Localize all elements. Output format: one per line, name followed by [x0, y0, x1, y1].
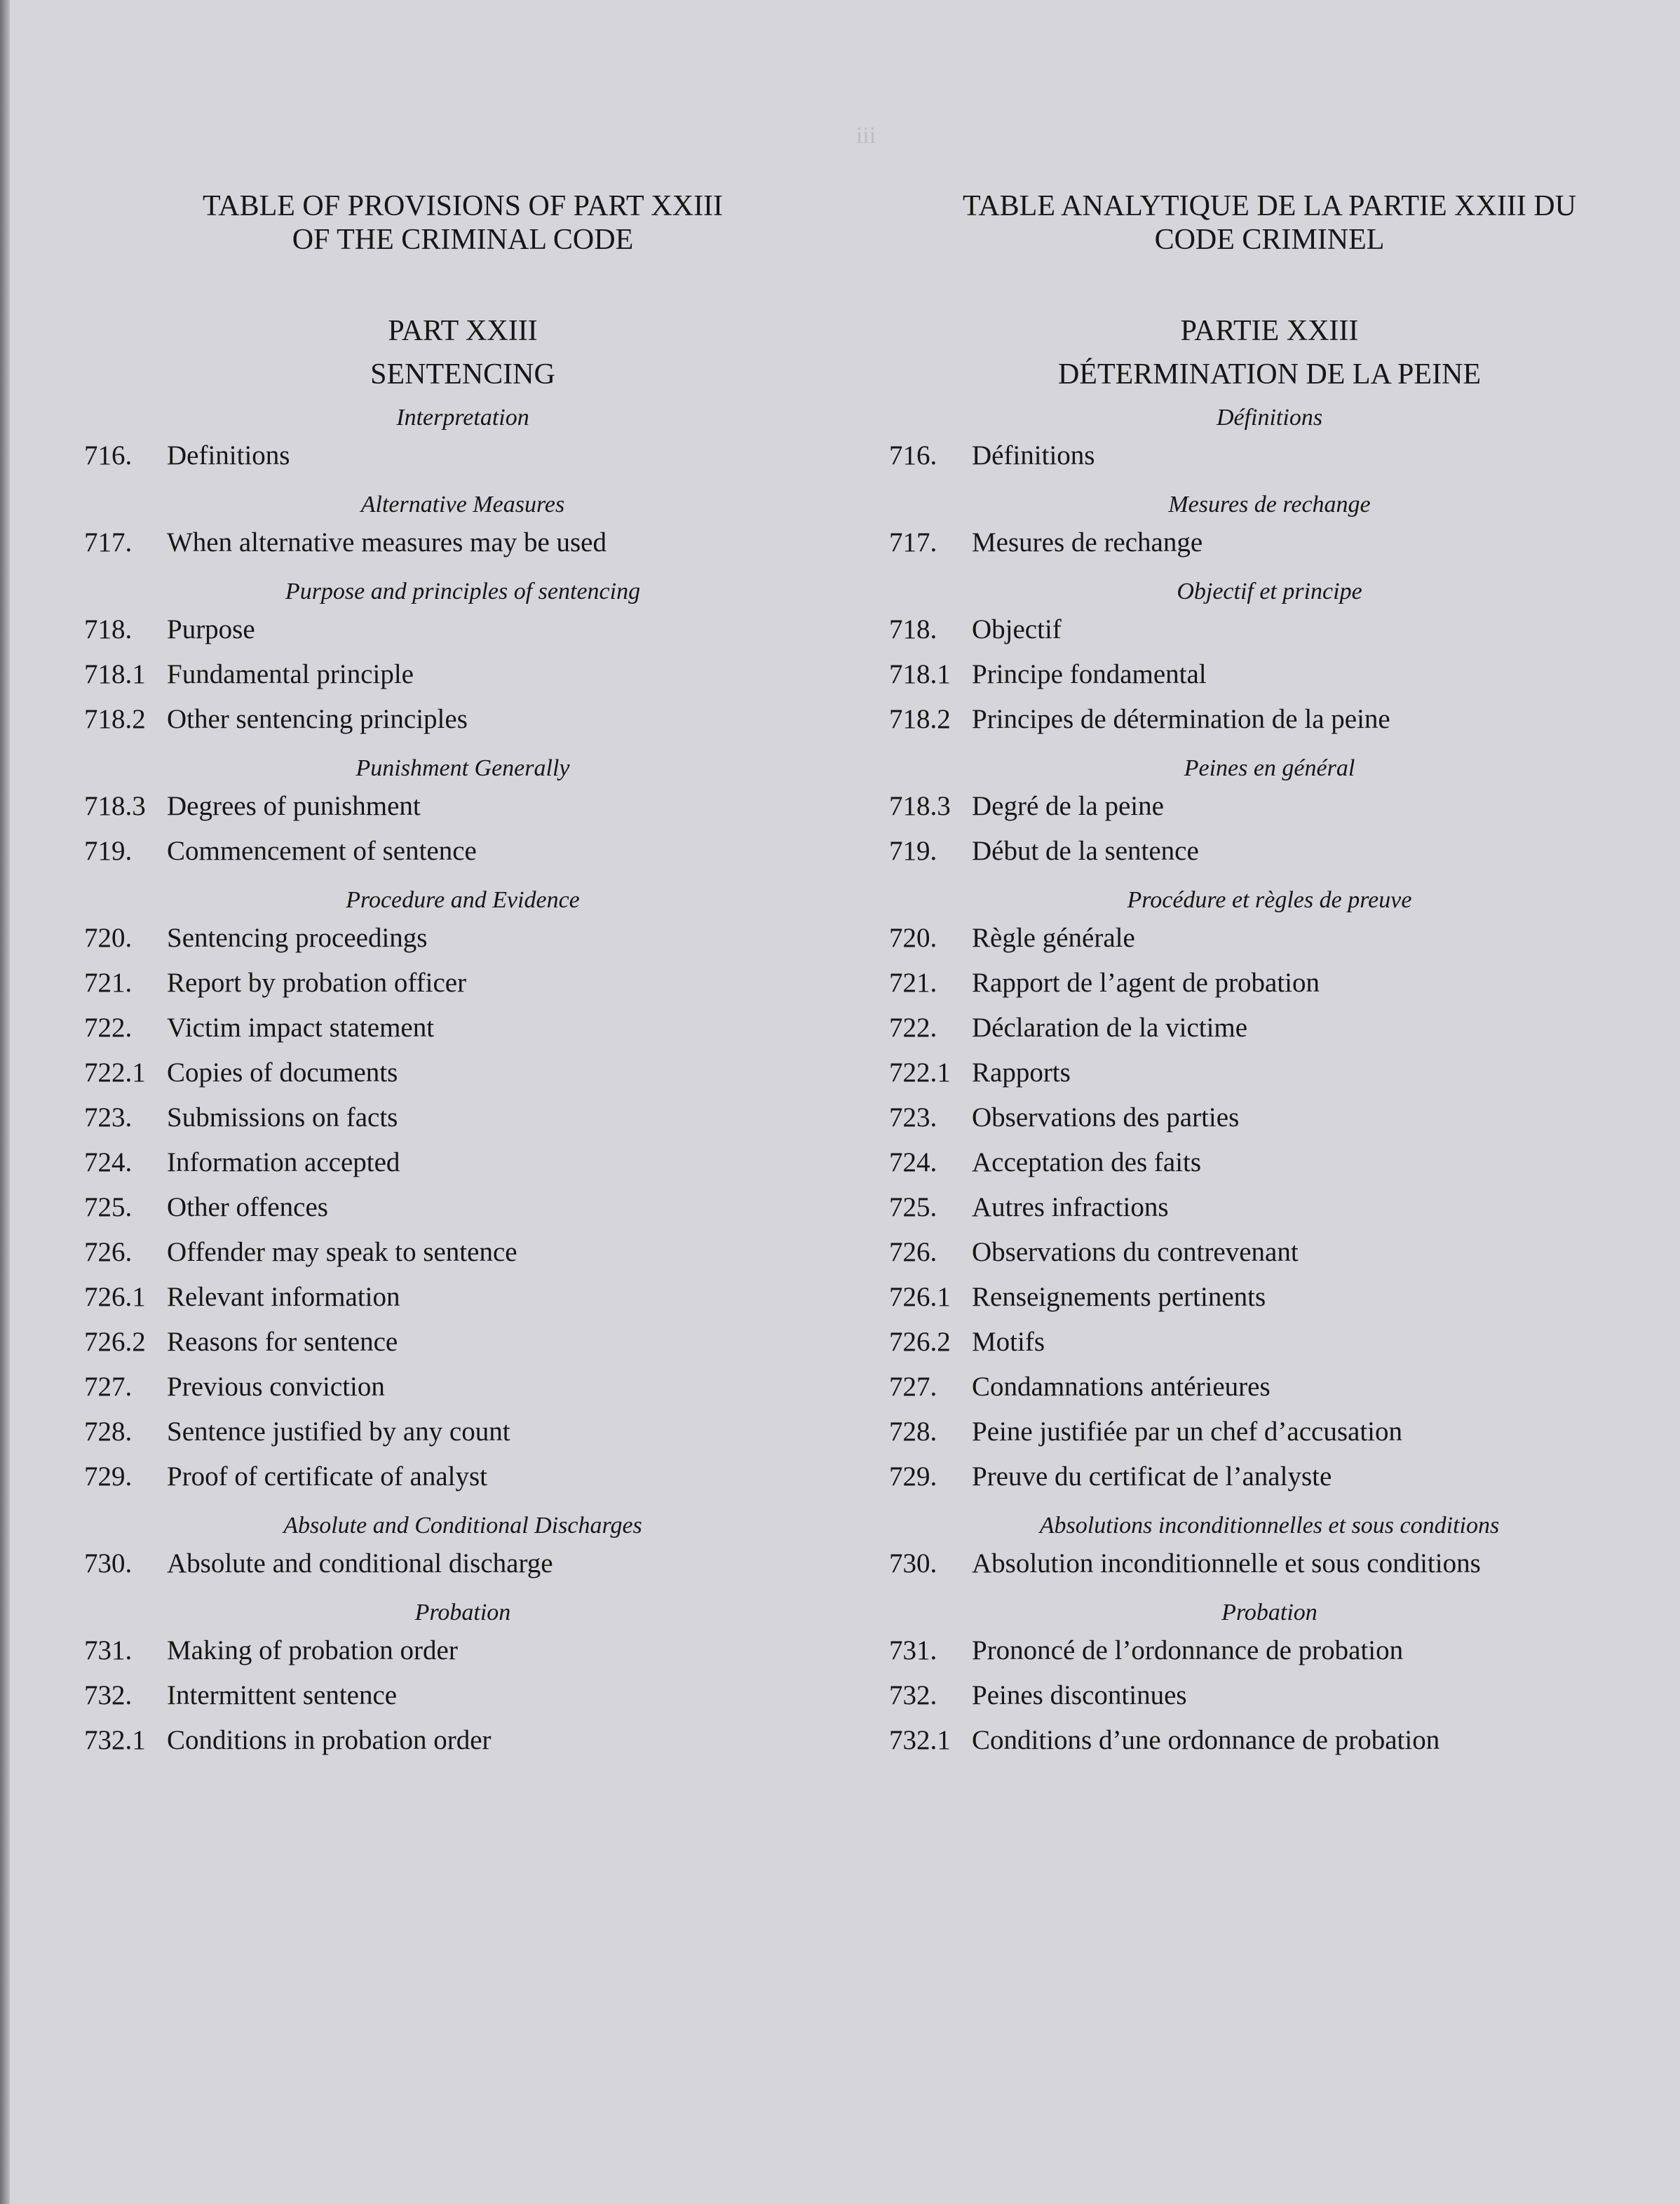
section-heading: Procédure et règles de preuve — [1127, 887, 1412, 913]
provision-title: Relevant information — [167, 1282, 400, 1312]
provision-number: 718.3 — [84, 791, 146, 821]
provision-entry — [889, 1140, 1650, 1185]
provision-entry — [84, 1230, 841, 1275]
provision-title: Commencement of sentence — [167, 836, 477, 866]
provision-entry — [84, 1454, 841, 1499]
provision-entry — [84, 433, 841, 478]
section-heading: Probation — [1221, 1600, 1317, 1625]
provision-number: 719. — [889, 836, 937, 866]
provision-title: Making of probation order — [167, 1635, 458, 1665]
provision-title: Preuve du certificat de l’analyste — [972, 1461, 1332, 1492]
provision-number: 732. — [889, 1680, 937, 1710]
provision-title: Observations du contrevenant — [972, 1237, 1299, 1267]
provision-entry — [84, 520, 841, 565]
provision-entry — [889, 1095, 1650, 1140]
provision-number: 725. — [889, 1192, 937, 1222]
page-number: iii — [855, 123, 876, 149]
provision-entry — [84, 1095, 841, 1140]
provision-entry — [889, 829, 1650, 874]
provision-number: 728. — [889, 1417, 937, 1447]
provision-title: Motifs — [972, 1327, 1045, 1357]
provision-number: 716. — [889, 440, 937, 471]
provision-number: 718.3 — [889, 791, 951, 821]
table-title-en-line-1: TABLE OF PROVISIONS OF PART XXIII — [202, 190, 724, 222]
provision-title: Principes de détermination de la peine — [972, 704, 1390, 734]
provision-title: Conditions d’une ordonnance de probation — [972, 1725, 1440, 1755]
section-heading: Alternative Measures — [360, 492, 565, 518]
provision-entry — [889, 1541, 1650, 1586]
provision-title: Condamnations antérieures — [972, 1372, 1271, 1402]
provision-title: Début de la sentence — [972, 836, 1199, 866]
provision-entry — [889, 652, 1650, 697]
provision-entry — [889, 1454, 1650, 1499]
provision-title: Copies of documents — [167, 1057, 398, 1088]
provision-number: 732.1 — [889, 1725, 951, 1755]
provision-entry — [84, 1320, 841, 1365]
section-heading: Définitions — [1216, 405, 1323, 431]
provision-title: Prononcé de l’ordonnance de probation — [972, 1635, 1404, 1665]
table-title-fr-line-2: CODE CRIMINEL — [1154, 224, 1385, 256]
provision-entry — [84, 1185, 841, 1230]
provision-entry — [889, 1050, 1650, 1095]
provision-title: Définitions — [972, 440, 1095, 471]
english-column — [84, 189, 841, 1763]
provision-entry — [84, 1365, 841, 1409]
provision-number: 722. — [889, 1013, 937, 1043]
provision-title: Purpose — [167, 614, 255, 644]
provision-number: 724. — [84, 1147, 133, 1177]
provision-title: Submissions on facts — [167, 1102, 398, 1133]
provision-title: Sentencing proceedings — [167, 923, 428, 953]
provision-entry — [84, 1140, 841, 1185]
provision-number: 718.1 — [889, 659, 951, 689]
provision-number: 720. — [889, 923, 937, 953]
provision-entry — [889, 607, 1650, 652]
provision-number: 726.1 — [889, 1282, 951, 1312]
table-title-fr — [889, 189, 1650, 257]
provision-title: Conditions in probation order — [167, 1725, 492, 1755]
provision-number: 718.1 — [84, 659, 146, 689]
provision-number: 728. — [84, 1417, 133, 1447]
provision-number: 719. — [84, 836, 133, 866]
provision-number: 718.2 — [84, 704, 146, 734]
provision-title: Objectif — [972, 614, 1062, 644]
provision-entry — [84, 1275, 841, 1320]
part-title-fr: PARTIE XXIII — [1180, 315, 1359, 347]
provision-number: 722.1 — [889, 1057, 951, 1088]
provision-entry — [84, 607, 841, 652]
section-heading: Mesures de rechange — [1168, 492, 1371, 518]
section-heading: Probation — [414, 1600, 511, 1625]
provision-number: 722.1 — [84, 1057, 146, 1088]
provision-number: 731. — [84, 1635, 133, 1665]
provision-title: Peine justifiée par un chef d’accusation — [972, 1417, 1403, 1447]
french-column — [889, 189, 1650, 1763]
provision-number: 718. — [889, 614, 937, 644]
provision-title: Observations des parties — [972, 1102, 1240, 1133]
provision-entry — [889, 1718, 1650, 1763]
provision-title: Fundamental principle — [167, 659, 414, 689]
provision-entry — [84, 916, 841, 961]
provision-entry — [889, 1275, 1650, 1320]
section-heading: Purpose and principles of sentencing — [285, 579, 641, 604]
provision-number: 732.1 — [84, 1725, 146, 1755]
provision-entry — [84, 784, 841, 829]
provision-title: Sentence justified by any count — [167, 1417, 510, 1447]
provision-entry — [889, 1185, 1650, 1230]
provision-number: 718.2 — [889, 704, 951, 734]
provision-entry — [84, 829, 841, 874]
provision-title: Other sentencing principles — [167, 704, 468, 734]
provision-entry — [889, 697, 1650, 742]
provision-number: 718. — [84, 614, 133, 644]
provision-number: 721. — [889, 968, 937, 998]
provision-number: 729. — [889, 1461, 937, 1492]
provision-title: Victim impact statement — [167, 1013, 435, 1043]
provision-title: Mesures de rechange — [972, 527, 1203, 557]
section-heading: Procedure and Evidence — [346, 887, 580, 913]
part-title-en: PART XXIII — [388, 315, 538, 347]
table-title-en-line-2: OF THE CRIMINAL CODE — [292, 224, 634, 256]
provision-number: 717. — [889, 527, 937, 557]
sections-en — [84, 404, 841, 1763]
provision-title: Règle générale — [972, 923, 1135, 953]
provision-number: 727. — [84, 1372, 133, 1402]
section-heading: Punishment Generally — [355, 755, 570, 781]
provision-title: Renseignements pertinents — [972, 1282, 1266, 1312]
provision-number: 732. — [84, 1680, 133, 1710]
provision-title: Rapport de l’agent de probation — [972, 968, 1320, 998]
provision-number: 725. — [84, 1192, 133, 1222]
table-title-fr-line-1: TABLE ANALYTIQUE DE LA PARTIE XXIII DU — [963, 190, 1576, 222]
provision-entry — [889, 961, 1650, 1006]
provision-title: Absolute and conditional discharge — [167, 1548, 553, 1578]
section-heading: Interpretation — [396, 405, 529, 431]
provision-number: 726. — [889, 1237, 937, 1267]
provision-number: 726.1 — [84, 1282, 146, 1312]
table-title-en — [84, 189, 841, 257]
provision-entry — [84, 1628, 841, 1673]
provision-title: Information accepted — [167, 1147, 400, 1177]
provision-entry — [84, 1006, 841, 1050]
provision-title: Principe fondamental — [972, 659, 1207, 689]
provision-title: Report by probation officer — [167, 968, 467, 998]
part-subtitle-fr: DÉTERMINATION DE LA PEINE — [1057, 358, 1482, 391]
provision-number: 727. — [889, 1372, 937, 1402]
provision-title: Proof of certificate of analyst — [167, 1461, 487, 1492]
provision-entry — [889, 1409, 1650, 1454]
page-binding-edge — [0, 0, 10, 2204]
provision-number: 730. — [889, 1548, 937, 1578]
provision-title: When alternative measures may be used — [167, 527, 607, 557]
provision-entry — [84, 1050, 841, 1095]
provision-entry — [889, 1673, 1650, 1718]
provision-title: Offender may speak to sentence — [167, 1237, 517, 1267]
provision-number: 716. — [84, 440, 133, 471]
provision-number: 729. — [84, 1461, 133, 1492]
section-heading: Objectif et principe — [1177, 579, 1362, 604]
provision-title: Acceptation des faits — [972, 1147, 1202, 1177]
section-heading: Absolute and Conditional Discharges — [283, 1513, 642, 1539]
provision-entry — [84, 697, 841, 742]
section-heading: Absolutions inconditionnelles et sous conditions — [1039, 1513, 1500, 1539]
provision-title: Déclaration de la victime — [972, 1013, 1248, 1043]
part-subtitle-en: SENTENCING — [370, 358, 555, 391]
provision-entry — [84, 961, 841, 1006]
provision-number: 730. — [84, 1548, 133, 1578]
provision-title: Peines discontinues — [972, 1680, 1187, 1710]
provision-entry — [889, 520, 1650, 565]
provision-title: Definitions — [167, 440, 290, 471]
provision-number: 722. — [84, 1013, 133, 1043]
provision-title: Degrees of punishment — [167, 791, 421, 821]
provision-entry — [84, 1541, 841, 1586]
provision-title: Intermittent sentence — [167, 1680, 398, 1710]
provision-entry — [84, 652, 841, 697]
provision-number: 720. — [84, 923, 133, 953]
provision-number: 721. — [84, 968, 133, 998]
provision-entry — [889, 1365, 1650, 1409]
provision-entry — [889, 1006, 1650, 1050]
provision-entry — [889, 784, 1650, 829]
provision-title: Reasons for sentence — [167, 1327, 398, 1357]
provision-number: 723. — [84, 1102, 133, 1133]
provision-entry — [889, 916, 1650, 961]
provision-entry — [889, 1230, 1650, 1275]
provision-number: 731. — [889, 1635, 937, 1665]
provision-number: 717. — [84, 527, 133, 557]
provision-number: 726. — [84, 1237, 133, 1267]
provision-number: 726.2 — [84, 1327, 146, 1357]
provision-title: Autres infractions — [972, 1192, 1169, 1222]
provision-number: 724. — [889, 1147, 937, 1177]
sections-fr — [889, 404, 1650, 1763]
provision-number: 726.2 — [889, 1327, 951, 1357]
provision-entry — [84, 1673, 841, 1718]
provision-title: Other offences — [167, 1192, 328, 1222]
provision-entry — [889, 1320, 1650, 1365]
provision-entry — [84, 1718, 841, 1763]
provision-entry — [84, 1409, 841, 1454]
provision-title: Absolution inconditionnelle et sous conditions — [972, 1548, 1481, 1578]
provision-entry — [889, 1628, 1650, 1673]
section-heading: Peines en général — [1184, 755, 1355, 781]
provision-title: Degré de la peine — [972, 791, 1164, 821]
provision-title: Previous conviction — [167, 1372, 385, 1402]
provision-entry — [889, 433, 1650, 478]
provision-number: 723. — [889, 1102, 937, 1133]
provision-title: Rapports — [972, 1057, 1071, 1088]
